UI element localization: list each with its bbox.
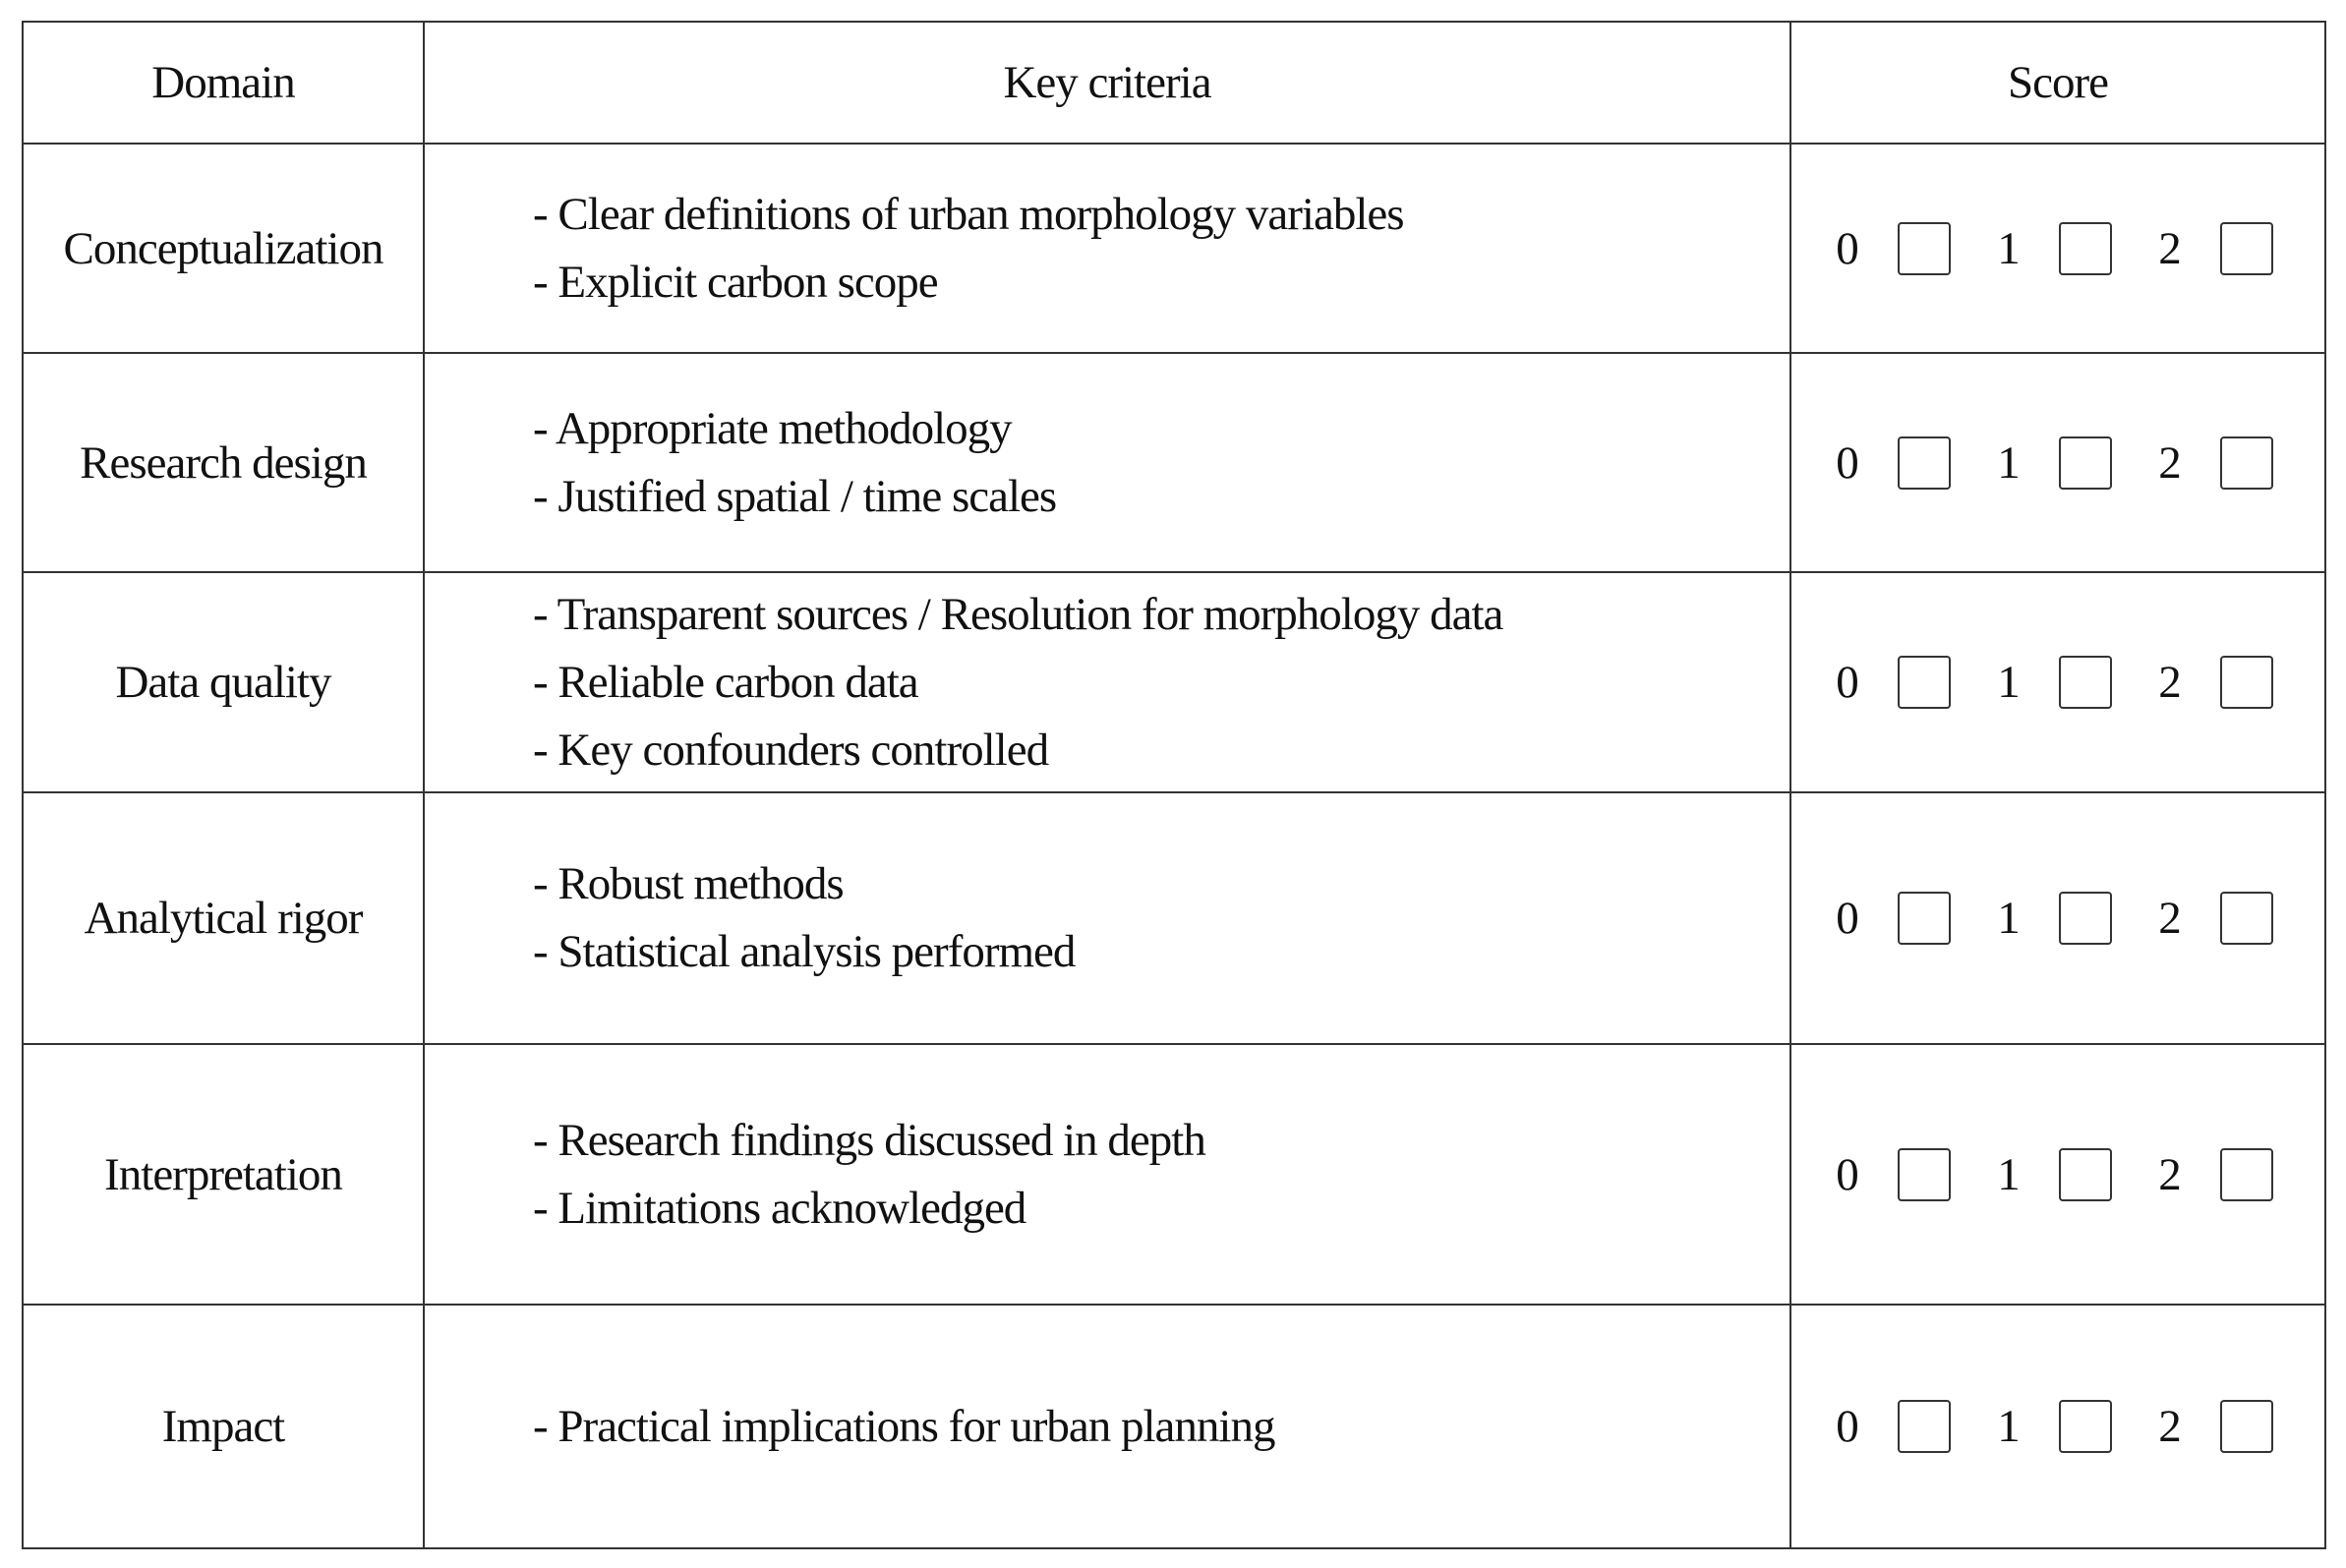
criteria-item: - Explicit carbon scope: [533, 249, 1789, 317]
criteria-item: - Robust methods: [533, 850, 1789, 918]
score-cell: [1790, 572, 2325, 792]
score-label: 1: [1997, 657, 2021, 708]
criteria-item: - Key confounders controlled: [533, 717, 1789, 784]
criteria-list: [425, 1393, 1789, 1461]
score-label: 0: [1836, 893, 1859, 944]
criteria-item: - Clear definitions of urban morphology variables: [533, 181, 1789, 249]
criteria-item: - Reliable carbon data: [533, 649, 1789, 717]
score-option-1: [1994, 1148, 2112, 1201]
criteria-list: [425, 181, 1789, 317]
table-row: [23, 353, 2325, 572]
score-checkbox-2[interactable]: [2220, 656, 2273, 709]
table-row: [23, 1305, 2325, 1548]
score-checkbox-1[interactable]: [2059, 1148, 2112, 1201]
score-label: 0: [1836, 436, 1859, 489]
header-key-criteria: Key criteria: [424, 22, 1790, 144]
criteria-cell: [424, 1305, 1790, 1548]
criteria-item: - Research findings discussed in depth: [533, 1107, 1789, 1175]
score-label: 2: [2158, 222, 2182, 274]
header-domain: Domain: [23, 22, 424, 144]
criteria-list: [425, 581, 1789, 784]
criteria-cell: [424, 572, 1790, 792]
criteria-list: [425, 1107, 1789, 1243]
score-label: 2: [2158, 1401, 2182, 1452]
score-checkbox-1[interactable]: [2059, 222, 2112, 275]
score-label: 2: [2158, 1148, 2182, 1200]
score-checkbox-1[interactable]: [2059, 656, 2112, 709]
score-option-0: [1833, 436, 1951, 490]
score-option-1: [1994, 436, 2112, 490]
score-options: [1791, 1400, 2324, 1453]
score-checkbox-2[interactable]: [2220, 222, 2273, 275]
score-checkbox-2[interactable]: [2220, 436, 2273, 490]
score-label: 0: [1836, 1401, 1859, 1452]
score-option-2: [2155, 656, 2273, 709]
criteria-item: - Transparent sources / Resolution for morphology data: [533, 581, 1789, 649]
criteria-item: - Limitations acknowledged: [533, 1175, 1789, 1243]
score-checkbox-2[interactable]: [2220, 892, 2273, 945]
score-option-1: [1994, 222, 2112, 275]
score-label: 0: [1836, 657, 1859, 708]
score-cell: [1790, 1305, 2325, 1548]
score-option-1: [1994, 656, 2112, 709]
criteria-list: [425, 850, 1789, 986]
criteria-cell: [424, 1044, 1790, 1305]
score-label: 1: [1997, 222, 2021, 274]
score-option-0: [1833, 1400, 1951, 1453]
score-options: [1791, 656, 2324, 709]
criteria-item: - Practical implications for urban planning: [533, 1393, 1789, 1461]
score-checkbox-0[interactable]: [1898, 656, 1951, 709]
header-score: Score: [1790, 22, 2325, 144]
score-checkbox-0[interactable]: [1898, 892, 1951, 945]
score-label: 2: [2158, 657, 2182, 708]
criteria-list: [425, 395, 1789, 531]
score-label: 1: [1997, 1401, 2021, 1452]
score-options: [1791, 222, 2324, 275]
score-label: 1: [1997, 436, 2021, 489]
score-checkbox-0[interactable]: [1898, 222, 1951, 275]
header-row: [23, 22, 2325, 144]
table-row: [23, 572, 2325, 792]
score-option-2: [2155, 222, 2273, 275]
quality-assessment-table: [22, 21, 2326, 1549]
domain-cell: Analytical rigor: [23, 792, 424, 1044]
score-options: [1791, 892, 2324, 945]
score-option-0: [1833, 1148, 1951, 1201]
score-cell: [1790, 792, 2325, 1044]
score-option-1: [1994, 1400, 2112, 1453]
criteria-cell: [424, 144, 1790, 353]
table-row: [23, 1044, 2325, 1305]
score-label: 2: [2158, 893, 2182, 944]
domain-cell: Interpretation: [23, 1044, 424, 1305]
criteria-cell: [424, 792, 1790, 1044]
criteria-item: - Justified spatial / time scales: [533, 463, 1789, 531]
domain-cell: Research design: [23, 353, 424, 572]
score-checkbox-1[interactable]: [2059, 1400, 2112, 1453]
score-checkbox-1[interactable]: [2059, 892, 2112, 945]
score-checkbox-2[interactable]: [2220, 1148, 2273, 1201]
score-options: [1791, 436, 2324, 490]
score-label: 1: [1997, 1148, 2021, 1200]
score-option-0: [1833, 222, 1951, 275]
table-row: [23, 792, 2325, 1044]
score-label: 1: [1997, 893, 2021, 944]
criteria-item: - Appropriate methodology: [533, 395, 1789, 463]
score-checkbox-0[interactable]: [1898, 1148, 1951, 1201]
score-option-2: [2155, 1148, 2273, 1201]
domain-cell: Data quality: [23, 572, 424, 792]
table-row: [23, 144, 2325, 353]
domain-cell: Impact: [23, 1305, 424, 1548]
score-label: 2: [2158, 436, 2182, 489]
score-label: 0: [1836, 1148, 1859, 1200]
criteria-item: - Statistical analysis performed: [533, 918, 1789, 986]
score-checkbox-2[interactable]: [2220, 1400, 2273, 1453]
score-checkbox-1[interactable]: [2059, 436, 2112, 490]
score-options: [1791, 1148, 2324, 1201]
score-cell: [1790, 144, 2325, 353]
score-cell: [1790, 1044, 2325, 1305]
score-option-1: [1994, 892, 2112, 945]
score-option-2: [2155, 1400, 2273, 1453]
criteria-cell: [424, 353, 1790, 572]
score-option-2: [2155, 892, 2273, 945]
table-body: [23, 144, 2325, 1548]
score-label: 0: [1836, 222, 1859, 274]
score-checkbox-0[interactable]: [1898, 436, 1951, 490]
score-option-0: [1833, 892, 1951, 945]
domain-cell: Conceptualization: [23, 144, 424, 353]
score-checkbox-0[interactable]: [1898, 1400, 1951, 1453]
score-option-2: [2155, 436, 2273, 490]
score-cell: [1790, 353, 2325, 572]
score-option-0: [1833, 656, 1951, 709]
